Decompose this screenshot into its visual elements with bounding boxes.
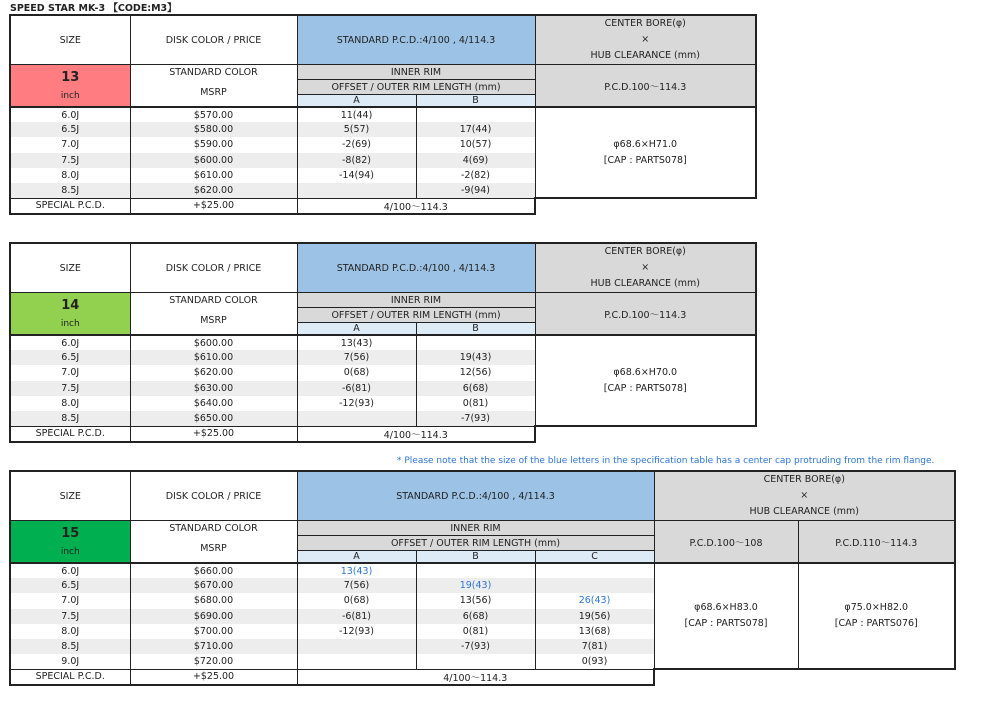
col-a-header: A: [297, 323, 416, 336]
offset-b: -7(93): [416, 411, 535, 426]
rim-width: 6.0J: [10, 335, 130, 350]
size-header: SIZE: [10, 243, 130, 293]
disk-color-header: DISK COLOR / PRICE: [130, 471, 297, 521]
cap-part: [CAP : PARTS078]: [603, 154, 687, 166]
msrp-price: $590.00: [130, 137, 297, 152]
msrp-price: $570.00: [130, 107, 297, 122]
center-bore-line3: HUB CLEARANCE (mm): [590, 278, 700, 289]
offset-a: 5(57): [297, 122, 416, 137]
pcd-range-header-1: P.C.D.100～108: [654, 521, 798, 564]
msrp-price: $690.00: [130, 609, 297, 624]
msrp-label: MSRP: [130, 536, 297, 564]
cap-part: [CAP : PARTS078]: [603, 382, 687, 394]
offset-b: 6(68): [416, 609, 535, 624]
cap-part: [CAP : PARTS078]: [684, 618, 768, 630]
center-bore-line1: CENTER BORE(φ): [604, 246, 686, 257]
offset-b: 4(69): [416, 153, 535, 168]
bore-spec: φ68.6×H70.0: [613, 366, 678, 378]
center-bore-value-2: [798, 563, 955, 669]
rim-width: 7.5J: [10, 153, 130, 168]
msrp-price: $580.00: [130, 122, 297, 137]
blank-cell: [535, 198, 756, 214]
special-pcd-price: +$25.00: [130, 426, 297, 442]
msrp-label: MSRP: [130, 80, 297, 108]
blue-letter-note: * Please note that the size of the blue letters in the specification table has a center cap protruding from the rim flange.: [397, 456, 935, 466]
col-a-header: A: [297, 551, 416, 564]
offset-b: -9(94): [416, 183, 535, 198]
offset-c: [535, 563, 654, 578]
msrp-price: $700.00: [130, 624, 297, 639]
col-c-header: C: [535, 551, 654, 564]
rim-width: 7.0J: [10, 137, 130, 152]
msrp-price: $660.00: [130, 563, 297, 578]
special-pcd-label: SPECIAL P.C.D.: [10, 669, 130, 685]
size-unit: inch: [60, 547, 80, 557]
center-bore-line2: ×: [641, 262, 650, 273]
col-a-header: A: [297, 95, 416, 108]
offset-c: 26(43): [535, 593, 654, 608]
rim-width: 6.5J: [10, 578, 130, 593]
size-cell-13: [10, 65, 130, 108]
offset-a: [297, 183, 416, 198]
col-b-header: B: [416, 95, 535, 108]
rim-width: 8.5J: [10, 639, 130, 654]
offset-b: [416, 107, 535, 122]
msrp-price: $680.00: [130, 593, 297, 608]
center-bore-value: [535, 107, 756, 198]
special-pcd-range: 4/100～114.3: [297, 426, 535, 442]
offset-header: OFFSET / OUTER RIM LENGTH (mm): [297, 536, 654, 551]
msrp-price: $600.00: [130, 153, 297, 168]
center-bore-header: [535, 15, 756, 65]
size-unit: inch: [60, 91, 80, 101]
pcd-range-header: P.C.D.100～114.3: [535, 293, 756, 336]
offset-a: 0(68): [297, 365, 416, 380]
offset-a: -6(81): [297, 381, 416, 396]
rim-width: 6.5J: [10, 350, 130, 365]
rim-width: 6.5J: [10, 122, 130, 137]
offset-a: 7(56): [297, 578, 416, 593]
offset-c: 19(56): [535, 609, 654, 624]
pcd-range-header: P.C.D.100～114.3: [535, 65, 756, 108]
offset-header: OFFSET / OUTER RIM LENGTH (mm): [297, 308, 535, 323]
msrp-price: $620.00: [130, 183, 297, 198]
offset-c: 13(68): [535, 624, 654, 639]
standard-color-label: STANDARD COLOR: [130, 521, 297, 536]
offset-a: -6(81): [297, 609, 416, 624]
disk-color-header: DISK COLOR / PRICE: [130, 243, 297, 293]
size-cell-15: [10, 521, 130, 564]
center-bore-line3: HUB CLEARANCE (mm): [749, 506, 859, 517]
offset-a: 13(43): [297, 563, 416, 578]
center-bore-line2: ×: [800, 490, 809, 501]
special-pcd-range: 4/100～114.3: [297, 198, 535, 214]
rim-width: 8.0J: [10, 168, 130, 183]
size-cell-14: [10, 293, 130, 336]
col-b-header: B: [416, 551, 535, 564]
bore-spec: φ68.6×H71.0: [613, 138, 678, 150]
msrp-price: $600.00: [130, 335, 297, 350]
center-bore-line3: HUB CLEARANCE (mm): [590, 50, 700, 61]
offset-b: [416, 335, 535, 350]
special-pcd-price: +$25.00: [130, 669, 297, 685]
center-bore-line1: CENTER BORE(φ): [763, 474, 845, 485]
special-pcd-label: SPECIAL P.C.D.: [10, 198, 130, 214]
msrp-price: $610.00: [130, 350, 297, 365]
msrp-price: $650.00: [130, 411, 297, 426]
rim-width: 8.0J: [10, 396, 130, 411]
msrp-price: $640.00: [130, 396, 297, 411]
offset-a: -12(93): [297, 396, 416, 411]
table-row: [10, 335, 756, 350]
size-value: 15: [61, 526, 80, 541]
offset-header: OFFSET / OUTER RIM LENGTH (mm): [297, 80, 535, 95]
rim-width: 7.0J: [10, 365, 130, 380]
offset-a: 13(43): [297, 335, 416, 350]
offset-b: 13(56): [416, 593, 535, 608]
inner-rim-header: INNER RIM: [297, 65, 535, 80]
offset-b: [416, 654, 535, 669]
offset-c: 0(93): [535, 654, 654, 669]
rim-width: 7.5J: [10, 609, 130, 624]
spec-table-14: [9, 242, 757, 443]
center-bore-header: [535, 243, 756, 293]
offset-c: 7(81): [535, 639, 654, 654]
offset-b: -2(82): [416, 168, 535, 183]
offset-b: 12(56): [416, 365, 535, 380]
size-header: SIZE: [10, 471, 130, 521]
offset-a: 7(56): [297, 350, 416, 365]
special-pcd-label: SPECIAL P.C.D.: [10, 426, 130, 442]
offset-a: 0(68): [297, 593, 416, 608]
size-header: SIZE: [10, 15, 130, 65]
msrp-price: $630.00: [130, 381, 297, 396]
inner-rim-header: INNER RIM: [297, 293, 535, 308]
rim-width: 9.0J: [10, 654, 130, 669]
bore-spec: φ68.6×H83.0: [694, 602, 758, 614]
standard-pcd-header: STANDARD P.C.D.:4/100 , 4/114.3: [297, 471, 654, 521]
offset-a: [297, 639, 416, 654]
center-bore-value-1: [654, 563, 798, 669]
rim-width: 8.5J: [10, 183, 130, 198]
size-value: 14: [61, 298, 80, 313]
offset-a: -14(94): [297, 168, 416, 183]
special-pcd-price: +$25.00: [130, 198, 297, 214]
rim-width: 8.0J: [10, 624, 130, 639]
offset-b: 6(68): [416, 381, 535, 396]
special-pcd-range: 4/100～114.3: [297, 669, 654, 685]
offset-b: 0(81): [416, 396, 535, 411]
bore-spec: φ75.0×H82.0: [844, 602, 909, 614]
msrp-price: $710.00: [130, 639, 297, 654]
pcd-range-header-2: P.C.D.110～114.3: [798, 521, 955, 564]
standard-color-label: STANDARD COLOR: [130, 65, 297, 80]
msrp-label: MSRP: [130, 308, 297, 336]
offset-a: -12(93): [297, 624, 416, 639]
center-bore-header: [654, 471, 955, 521]
disk-color-header: DISK COLOR / PRICE: [130, 15, 297, 65]
col-b-header: B: [416, 323, 535, 336]
msrp-price: $670.00: [130, 578, 297, 593]
rim-width: 6.0J: [10, 107, 130, 122]
offset-b: 19(43): [416, 578, 535, 593]
center-bore-value: [535, 335, 756, 426]
offset-c: [535, 578, 654, 593]
offset-b: 17(44): [416, 122, 535, 137]
offset-b: 19(43): [416, 350, 535, 365]
table-row: [10, 107, 756, 122]
offset-a: -8(82): [297, 153, 416, 168]
offset-a: -2(69): [297, 137, 416, 152]
blank-cell: [535, 426, 756, 442]
inner-rim-header: INNER RIM: [297, 521, 654, 536]
standard-color-label: STANDARD COLOR: [130, 293, 297, 308]
offset-b: -7(93): [416, 639, 535, 654]
rim-width: 7.0J: [10, 593, 130, 608]
offset-a: [297, 411, 416, 426]
table-row: [10, 563, 955, 578]
rim-width: 7.5J: [10, 381, 130, 396]
offset-b: [416, 563, 535, 578]
page-title: SPEED STAR MK-3 【CODE:M3】: [10, 3, 177, 14]
standard-pcd-header: STANDARD P.C.D.:4/100 , 4/114.3: [297, 15, 535, 65]
size-value: 13: [61, 70, 80, 85]
msrp-price: $720.00: [130, 654, 297, 669]
offset-b: 10(57): [416, 137, 535, 152]
rim-width: 6.0J: [10, 563, 130, 578]
center-bore-line1: CENTER BORE(φ): [604, 18, 686, 29]
spec-table-15: [9, 470, 956, 686]
offset-b: 0(81): [416, 624, 535, 639]
offset-a: 11(44): [297, 107, 416, 122]
msrp-price: $610.00: [130, 168, 297, 183]
msrp-price: $620.00: [130, 365, 297, 380]
center-bore-line2: ×: [641, 34, 650, 45]
size-unit: inch: [60, 319, 80, 329]
offset-a: [297, 654, 416, 669]
rim-width: 8.5J: [10, 411, 130, 426]
standard-pcd-header: STANDARD P.C.D.:4/100 , 4/114.3: [297, 243, 535, 293]
spec-table-13: [9, 14, 757, 215]
cap-part: [CAP : PARTS076]: [834, 618, 918, 630]
blank-cell: [654, 669, 955, 685]
